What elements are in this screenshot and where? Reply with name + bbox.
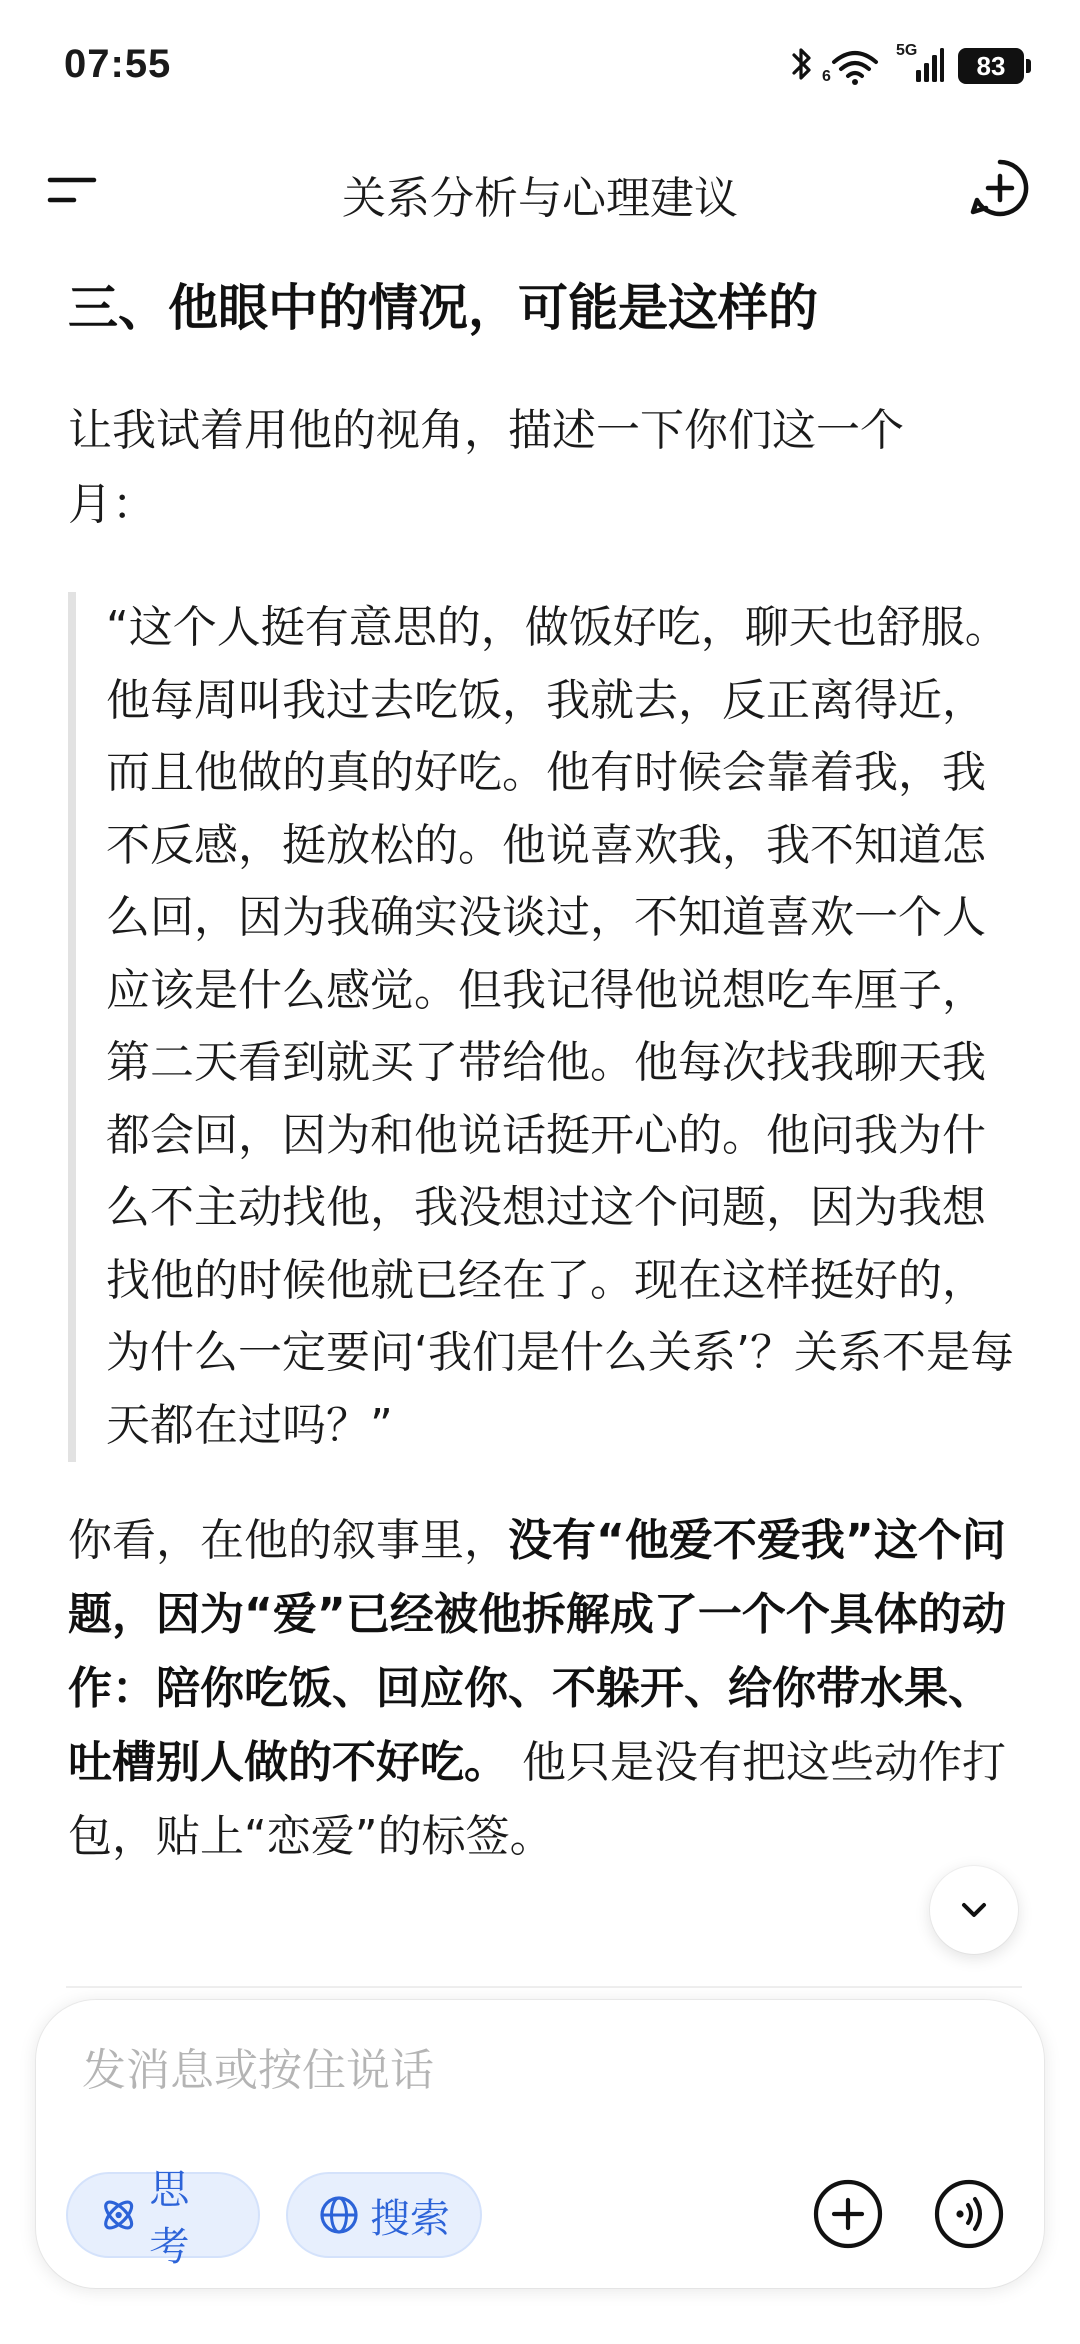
status-time: 07:55	[64, 42, 172, 86]
blockquote: “这个人挺有意思的，做饭好吃，聊天也舒服。他每周叫我过去吃饭，我就去，反正离得近，而且他做的真的好吃。他有时候会靠着我，我不反感，挺放松的。他说喜欢我，我不知道怎么回，因为我确实没谈过，不知道喜欢一个人应该是什么感觉。但我记得他说想吃车厘子，第二天看到就买了带给他。他每次找我聊天我都会回，因为和他说话挺开心的。他问我为什么不主动找他，我没想过这个问题，因为我想找他的时候他就已经在了。现在这样挺好的，为什么一定要问‘我们是什么关系’？关系不是每天都在过吗？”	[68, 592, 1028, 1462]
analysis-paragraph	[68, 1504, 1028, 1874]
new-chat-plus-icon	[960, 148, 1040, 228]
assistant-message	[68, 270, 1028, 1874]
think-label: 思考	[149, 2167, 190, 2270]
globe-icon	[318, 2194, 360, 2236]
scroll-to-bottom-button[interactable]	[930, 1866, 1018, 1954]
cellular-signal-icon	[896, 42, 944, 86]
paragraph-text-prefix: 你看，在他的叙事里，	[68, 1515, 508, 1566]
status-icons	[790, 44, 1024, 88]
voice-wave-icon	[933, 2178, 1005, 2250]
chevron-down-icon	[954, 1890, 994, 1930]
bluetooth-icon	[790, 44, 814, 88]
intro-paragraph: 让我试着用他的视角，描述一下你们这一个月：	[68, 405, 904, 530]
section-heading: 三、他眼中的情况，可能是这样的	[68, 279, 818, 337]
add-attachment-button[interactable]	[810, 2176, 886, 2252]
message-composer	[36, 2000, 1044, 2288]
atom-icon	[98, 2194, 139, 2236]
think-toggle-button[interactable]	[66, 2167, 260, 2270]
new-chat-button[interactable]	[960, 148, 1040, 228]
voice-call-button[interactable]	[931, 2176, 1007, 2252]
page-title: 关系分析与心理建议	[342, 173, 738, 224]
top-app-bar	[0, 140, 1080, 240]
divider	[66, 1986, 1022, 1988]
paragraph-bold-text: 没有“他爱不爱我”这个问题，因为“爱”已经被他拆解成了一个个具体的动作：陪你吃饭、回应你、不躲开、给你带水果、吐槽别人做的不好吃。	[68, 1515, 1006, 1788]
paragraph-text-suffix: 他只是没有把这些动作打包，贴上“恋爱”的标签。	[68, 1737, 1006, 1862]
message-input[interactable]	[82, 2040, 782, 2100]
status-bar	[0, 0, 1080, 130]
search-toggle-button[interactable]	[286, 2172, 482, 2258]
battery-icon: 83	[958, 48, 1024, 84]
search-label: 搜索	[370, 2195, 450, 2242]
network-type-label: 5G	[896, 42, 918, 59]
wifi-icon	[822, 46, 882, 86]
wifi-6-label: 6	[822, 68, 831, 85]
plus-circle-icon	[812, 2178, 884, 2250]
